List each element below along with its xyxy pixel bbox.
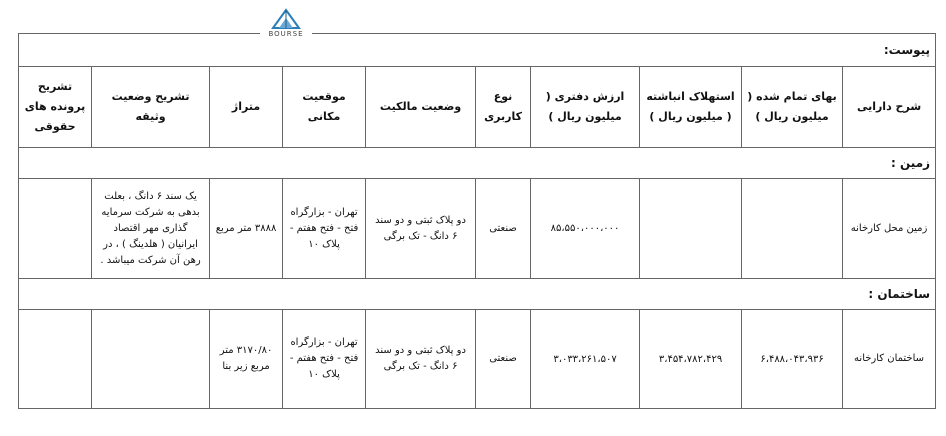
asset-table [18,33,936,409]
section-land: زمین : [19,148,936,179]
land-legal [19,179,92,279]
building-depreciation: ۳،۴۵۴،۷۸۲،۴۲۹ [640,310,742,409]
land-cost [742,179,843,279]
logo-text: BOURSE [268,30,304,38]
land-book-value: ۸۵،۵۵۰،۰۰۰،۰۰۰ [531,179,640,279]
logo-mark-icon [269,8,303,30]
header-legal: تشریح پرونده های حقوقی [19,67,92,148]
building-collateral [92,310,210,409]
table-row [19,179,936,279]
building-asset: ساختمان کارخانه [843,310,936,409]
header-depreciation: استهلاک انباشته ( میلیون ریال ) [640,67,742,148]
header-book-value: ارزش دفتری ( میلیون ریال ) [531,67,640,148]
land-location: تهران - بزارگراه فتح - فتح هفتم - پلاک ۱۰ [283,179,366,279]
header-area: متراژ [210,67,283,148]
attachment-title: پیوست: [19,34,936,67]
header-usage: نوع کاربری [476,67,531,148]
building-location: تهران - بزارگراه فتح - فتح هفتم - پلاک ۱۰ [283,310,366,409]
building-legal [19,310,92,409]
header-row [19,67,936,148]
land-usage: صنعتی [476,179,531,279]
section-building: ساختمان : [19,279,936,310]
building-cost: ۶،۴۸۸،۰۴۳،۹۳۶ [742,310,843,409]
land-collateral: یک سند ۶ دانگ ، بعلت بدهی به شرکت سرمایه گذاری مهر اقتصاد ایرانیان ( هلدینگ ) ، در رهن آن شرکت میباشد . [92,179,210,279]
building-usage: صنعتی [476,310,531,409]
land-depreciation [640,179,742,279]
land-asset: زمین محل کارخانه [843,179,936,279]
header-location: موقعیت مکانی [283,67,366,148]
header-asset: شرح دارایی [843,67,936,148]
table-row [19,310,936,409]
header-cost: بهای تمام شده ( میلیون ریال ) [742,67,843,148]
bourse-logo [262,8,310,48]
building-book-value: ۳،۰۳۳،۲۶۱،۵۰۷ [531,310,640,409]
building-ownership: دو پلاک ثبتی و دو سند ۶ دانگ - تک برگی [366,310,476,409]
header-ownership: وضعیت مالکیت [366,67,476,148]
land-area: ۳۸۸۸ متر مربع [210,179,283,279]
header-collateral: تشریح وضعیت وثیقه [92,67,210,148]
land-ownership: دو پلاک ثبتی و دو سند ۶ دانگ - تک برگی [366,179,476,279]
building-area: ۳۱۷۰/۸۰ متر مربع زیر بنا [210,310,283,409]
